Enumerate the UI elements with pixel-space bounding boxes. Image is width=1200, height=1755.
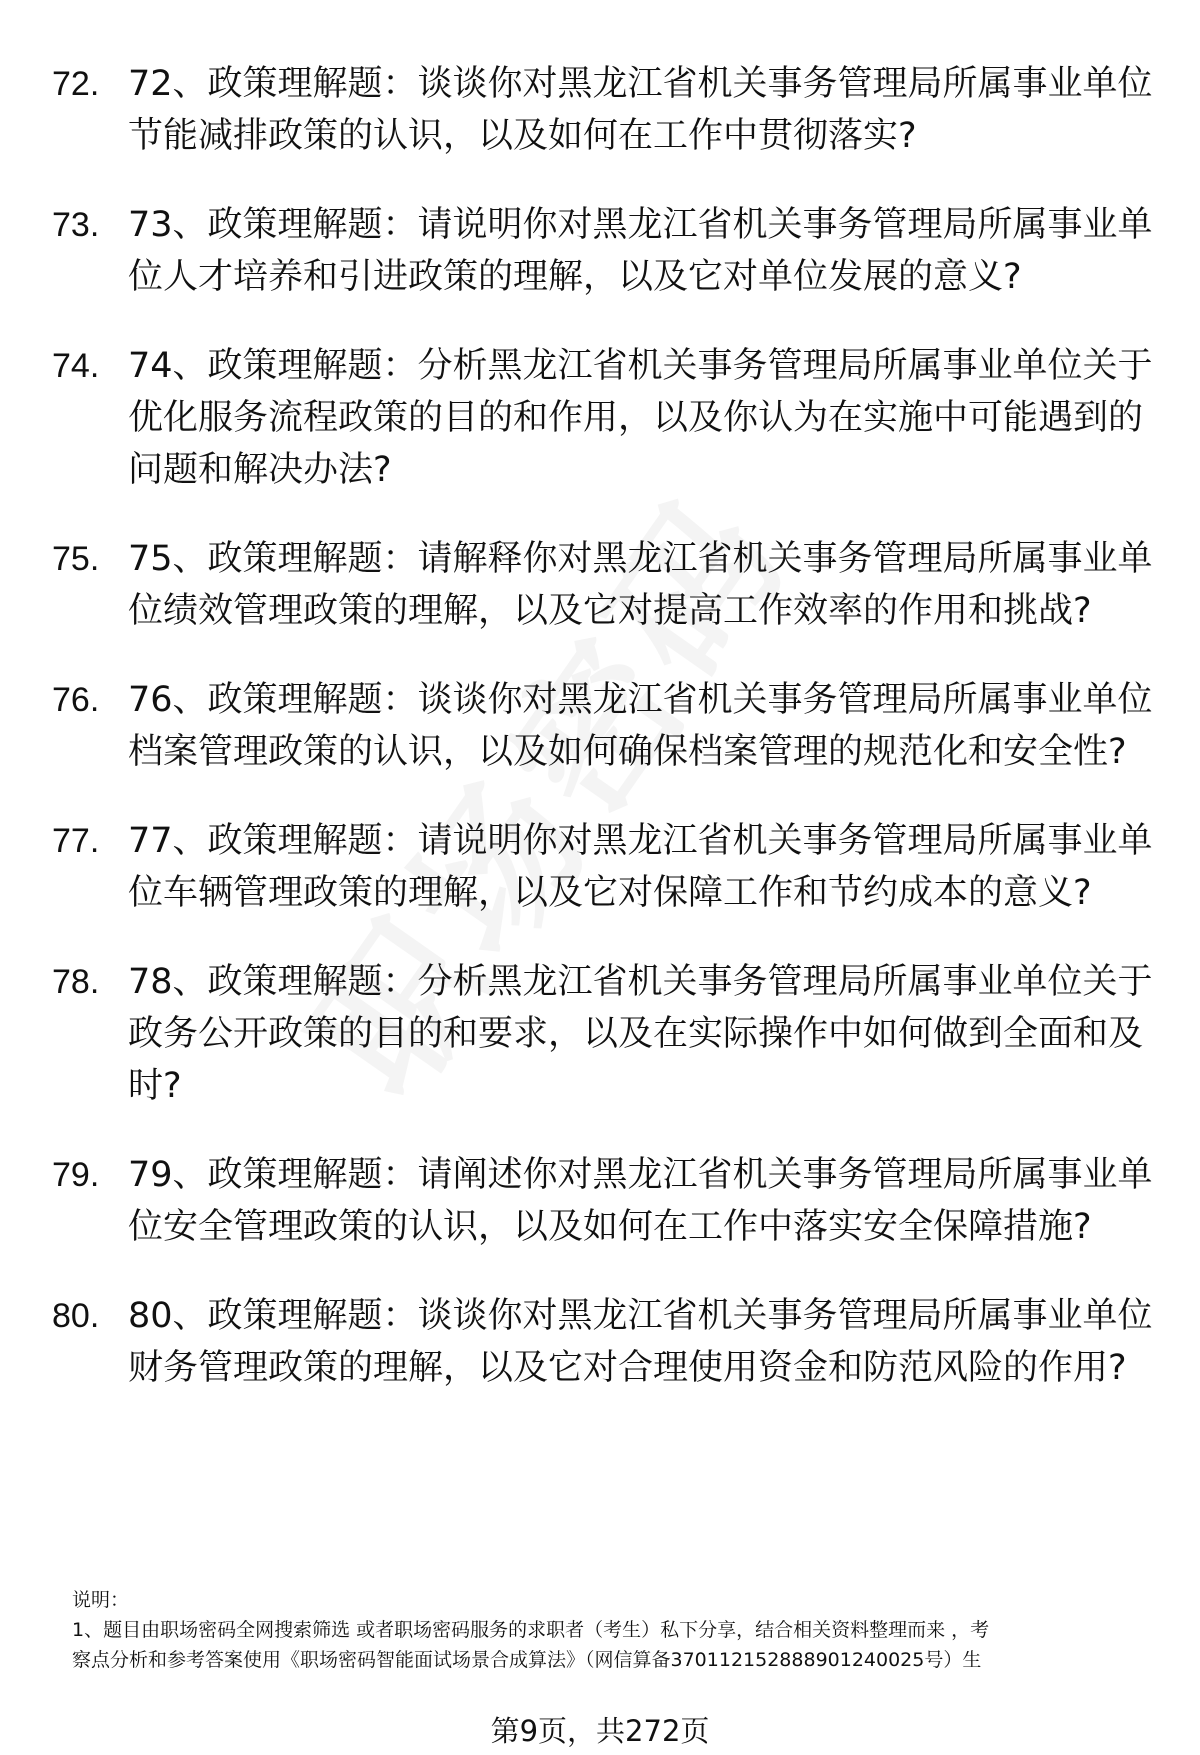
- question-item-73: [0, 199, 1200, 303]
- question-number: 80.: [52, 1297, 100, 1335]
- question-number: 72.: [52, 65, 100, 103]
- question-item-76: [0, 674, 1200, 778]
- question-text: 73、政策理解题：请说明你对黑龙江省机关事务管理局所属事业单位人才培养和引进政策的理解，以及它对单位发展的意义?: [128, 205, 1153, 297]
- question-item-77: [0, 815, 1200, 919]
- question-item-78: [0, 956, 1200, 1112]
- question-list: [0, 58, 1200, 1431]
- question-item-79: [0, 1149, 1200, 1253]
- question-number: 79.: [52, 1156, 100, 1194]
- question-text: 78、政策理解题：分析黑龙江省机关事务管理局所属事业单位关于政务公开政策的目的和要求，以及在实际操作中如何做到全面和及时?: [128, 962, 1153, 1106]
- page-footer: 第9页，共272页: [490, 1714, 710, 1748]
- question-text: 80、政策理解题：谈谈你对黑龙江省机关事务管理局所属事业单位财务管理政策的理解，以及它对合理使用资金和防范风险的作用?: [128, 1296, 1153, 1388]
- question-text: 76、政策理解题：谈谈你对黑龙江省机关事务管理局所属事业单位档案管理政策的认识，以及如何确保档案管理的规范化和安全性?: [128, 680, 1153, 772]
- question-text: 74、政策理解题：分析黑龙江省机关事务管理局所属事业单位关于优化服务流程政策的目的和作用，以及你认为在实施中可能遇到的问题和解决办法?: [128, 346, 1153, 490]
- question-item-74: [0, 340, 1200, 496]
- question-text: 77、政策理解题：请说明你对黑龙江省机关事务管理局所属事业单位车辆管理政策的理解，以及它对保障工作和节约成本的意义?: [128, 821, 1153, 913]
- note-heading: 说明：: [72, 1589, 130, 1611]
- question-text: 75、政策理解题：请解释你对黑龙江省机关事务管理局所属事业单位绩效管理政策的理解，以及它对提高工作效率的作用和挑战?: [128, 539, 1153, 631]
- question-item-75: [0, 533, 1200, 637]
- question-number: 76.: [52, 681, 100, 719]
- question-number: 77.: [52, 822, 100, 860]
- question-number: 75.: [52, 540, 100, 578]
- question-item-72: [0, 58, 1200, 162]
- question-number: 78.: [52, 963, 100, 1001]
- question-text: 72、政策理解题：谈谈你对黑龙江省机关事务管理局所属事业单位节能减排政策的认识，以及如何在工作中贯彻落实?: [128, 64, 1153, 156]
- note-line: 察点分析和参考答案使用《职场密码智能面试场景合成算法》（网信算备3701121528889012400​25号）生: [72, 1649, 982, 1671]
- question-text: 79、政策理解题：请阐述你对黑龙江省机关事务管理局所属事业单位安全管理政策的认识，以及如何在工作中落实安全保障措施?: [128, 1155, 1153, 1247]
- note-line: 1、题目由职场密码全网搜索筛选 或者职场密码服务的求职者（考生）私下分享，结合相关资料整理而来 ，考: [72, 1619, 990, 1641]
- note: [72, 1585, 1152, 1675]
- question-number: 74.: [52, 347, 100, 385]
- question-number: 73.: [52, 206, 100, 244]
- question-item-80: [0, 1290, 1200, 1394]
